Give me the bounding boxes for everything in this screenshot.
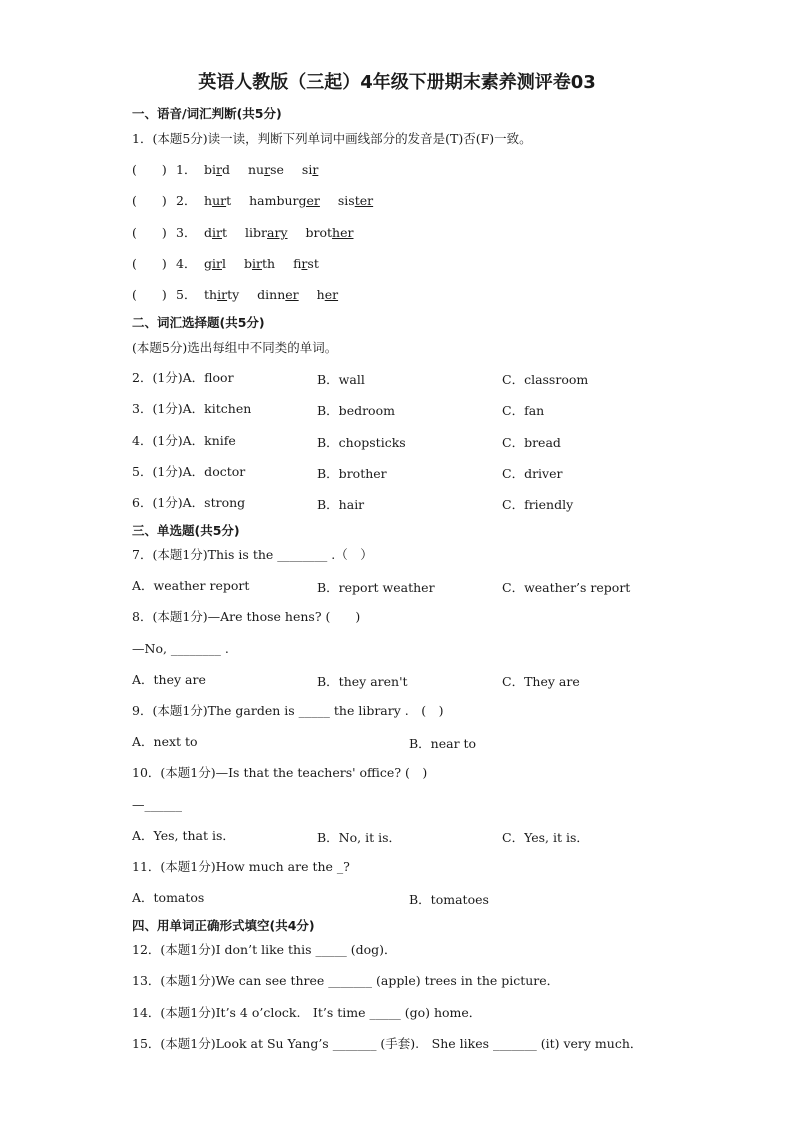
question-2-intro: (本题5分)选出每组中不同类的单词。	[132, 340, 338, 355]
phonics-word: hamburger	[249, 193, 320, 208]
question-7-option-b: B．report weather	[317, 580, 435, 595]
phonics-word: girl	[204, 256, 226, 271]
phonics-word: first	[293, 256, 319, 271]
question-7-option-c: C．weather’s report	[502, 580, 631, 595]
question-6-option-a: 6．(1分)A．strong	[132, 495, 246, 510]
phonics-word: sir	[301, 162, 319, 177]
section-heading-3: 三、单选题(共5分)	[132, 523, 240, 538]
phonics-word: bird	[204, 162, 230, 177]
question-8-option-b: B．they aren't	[317, 674, 408, 689]
question-10-stem: 10．(本题1分)—Is that the teachers' office? ( )	[132, 765, 428, 780]
section-heading-4: 四、用单词正确形式填空(共4分)	[132, 918, 315, 933]
question-10-option-a: A．Yes, that is．	[132, 828, 235, 843]
phonics-row	[132, 256, 337, 272]
question-5-option-c: C．driver	[502, 466, 563, 481]
phonics-word: hurt	[204, 193, 232, 208]
question-14: 14．(本题1分)It’s 4 o’clock. It’s time _____ (go) home．	[132, 1005, 482, 1020]
question-11-option-b: B．tomatoes	[409, 892, 489, 907]
item-number: 3．	[176, 225, 197, 240]
phonics-row	[132, 193, 391, 209]
page-title: 英语人教版（三起）4年级下册期末素养测评卷03	[198, 72, 596, 93]
phonics-word: thirty	[204, 287, 240, 302]
question-9-stem: 9．(本题1分)The garden is _____ the library . ( )	[132, 703, 444, 718]
section-heading-1: 一、语音/词汇判断(共5分)	[132, 106, 282, 121]
item-number: 5．	[176, 287, 197, 302]
question-2-option-b: B．wall	[317, 372, 365, 387]
answer-blank[interactable]: ( )	[132, 225, 167, 240]
answer-blank[interactable]: ( )	[132, 193, 167, 208]
question-3-option-c: C．fan	[502, 403, 545, 418]
question-12: 12．(本题1分)I don’t like this _____ (dog)．	[132, 942, 397, 957]
question-9-option-a: A．next to	[132, 734, 198, 749]
question-8-stem: 8．(本题1分)—Are those hens? ( )	[132, 609, 361, 624]
question-15: 15．(本题1分)Look at Su Yang’s _______ (手套). She likes _______ (it) very much．	[132, 1036, 643, 1051]
question-10-option-c: C．Yes, it is．	[502, 830, 589, 845]
question-4-option-a: 4．(1分)A．knife	[132, 433, 236, 448]
question-10-option-b: B．No, it is．	[317, 830, 402, 845]
question-6-option-c: C．friendly	[502, 497, 574, 512]
question-7-stem: 7．(本题1分)This is the ________ .（ ）	[132, 547, 373, 562]
section-heading-2: 二、词汇选择题(共5分)	[132, 315, 265, 330]
question-5-option-b: B．brother	[317, 466, 387, 481]
phonics-word: dirt	[204, 225, 228, 240]
question-5-option-a: 5．(1分)A．doctor	[132, 464, 246, 479]
phonics-word: birth	[244, 256, 276, 271]
answer-blank[interactable]: ( )	[132, 287, 167, 302]
question-8-option-a: A．they are	[132, 672, 206, 687]
phonics-row	[132, 225, 371, 241]
question-3-option-b: B．bedroom	[317, 403, 395, 418]
answer-blank[interactable]: ( )	[132, 162, 167, 177]
question-4-option-b: B．chopsticks	[317, 435, 406, 450]
item-number: 1．	[176, 162, 197, 177]
item-number: 2．	[176, 193, 197, 208]
item-number: 4．	[176, 256, 197, 271]
phonics-row	[132, 162, 336, 178]
question-8-option-c: C．They are	[502, 674, 580, 689]
question-11-stem: 11．(本题1分)How much are the _?	[132, 859, 350, 874]
phonics-word: nurse	[248, 162, 284, 177]
question-7-option-a: A．weather report	[132, 578, 250, 593]
phonics-word: library	[245, 225, 288, 240]
question-13: 13．(本题1分)We can see three _______ (apple) trees in the picture．	[132, 973, 560, 988]
phonics-word: sister	[337, 193, 374, 208]
phonics-word: her	[316, 287, 339, 302]
question-1-stem: 1．(本题5分)读一读，判断下列单词中画线部分的发音是(T)否(F)一致。	[132, 131, 532, 146]
phonics-word: brother	[305, 225, 354, 240]
question-9-option-b: B．near to	[409, 736, 477, 751]
question-11-option-a: A．tomatos	[132, 890, 205, 905]
question-2-option-a: 2．(1分)A．floor	[132, 370, 234, 385]
question-2-option-c: C．classroom	[502, 372, 589, 387]
answer-blank[interactable]: ( )	[132, 256, 167, 271]
question-8-line2: —No, ________ .	[132, 641, 229, 656]
question-4-option-c: C．bread	[502, 435, 561, 450]
question-3-option-a: 3．(1分)A．kitchen	[132, 401, 252, 416]
phonics-row	[132, 287, 356, 303]
question-10-line2: —______	[132, 797, 182, 812]
phonics-word: dinner	[257, 287, 299, 302]
question-6-option-b: B．hair	[317, 497, 365, 512]
